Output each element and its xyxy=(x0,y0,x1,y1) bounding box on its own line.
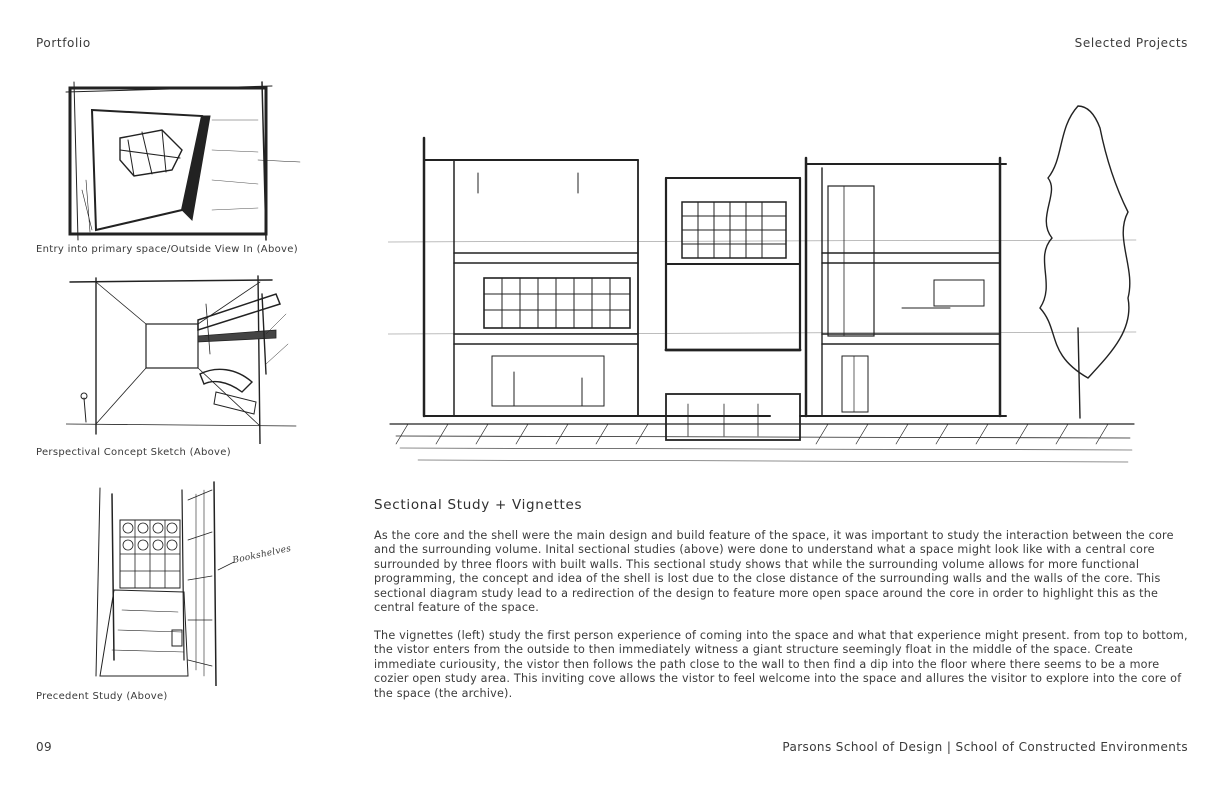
paragraph-vignettes: The vignettes (left) study the first person experience of coming into the space and what that experience might present. from top to bottom, the vistor enters from the outside to then immediately witness a giant structure seemingly float in the middle of the space. Create immediate curiousity, the vistor then follows the path close to the wall to then find a dip into the floor where there seems to be a more cozier open study area. This inviting cove allows the vistor to feel welcome into the space and allures the visitor to explore into the core of the space (the archive). xyxy=(374,629,1188,700)
portfolio-label: Portfolio xyxy=(36,36,91,50)
vignette-caption-perspective: Perspectival Concept Sketch (Above) xyxy=(36,447,231,458)
bookshelves-annotation: Bookshelves xyxy=(231,543,293,567)
vignette-caption-precedent: Precedent Study (Above) xyxy=(36,691,168,702)
page-number: 09 xyxy=(36,740,53,754)
paragraph-sectional-study: As the core and the shell were the main design and build feature of the space, it was important to study the interaction between the core and the surrounding volume. Inital sectional studies (above) were done to understand what a space might look like with a central core surrounded by three floors with built walls. This sectional study shows that while the surrounding volume allows for more functional programming, the concept and idea of the shell is lost due to the close distance of the surrounding walls and the walls of the core. This sectional diagram study lead to a redirection of the design to feature more open space around the core in order to highlight this as the central feature of the space. xyxy=(374,529,1174,615)
sectional-study-sketch xyxy=(388,98,1138,480)
section-title: Sectional Study + Vignettes xyxy=(374,497,583,513)
entry-sketch-image xyxy=(62,80,302,242)
precedent-sketch-image xyxy=(92,480,282,686)
selected-projects-label: Selected Projects xyxy=(1074,36,1188,50)
perspective-sketch-image xyxy=(66,274,300,444)
vignette-caption-entry: Entry into primary space/Outside View In (Above) xyxy=(36,244,298,255)
school-footer: Parsons School of Design | School of Constructed Environments xyxy=(782,740,1188,754)
